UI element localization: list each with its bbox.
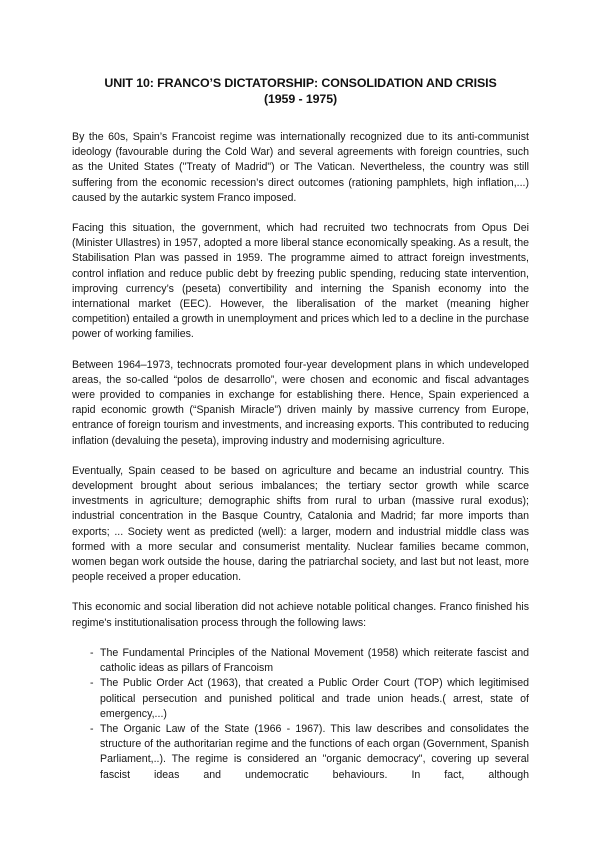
- list-item-law: [72, 676, 529, 722]
- law-text: The Fundamental Principles of the National Movement (1958) which reiterate fascist and catholic ideas as pillars of Francoism: [100, 646, 529, 675]
- paragraph-international-recognition: By the 60s, Spain’s Francoist regime was internationally recognized due to its anti-communist ideology (favourable during the Cold War) and several agreements with foreign countries, such as the United States ("Treaty of Madrid") or The Vatican. Nevertheless, the country was still suffering from the economic recession’s direct outcomes (rationing pamphlets, high inflation,...) caused by the autarkic system Franco imposed.: [72, 131, 529, 204]
- document-page: [72, 75, 529, 783]
- document-title: [72, 75, 529, 107]
- paragraph-stabilisation-plan: Facing this situation, the government, which had recruited two technocrats from Opus Dei (Minister Ullastres) in 1957, adopted a more liberal stance economically speaking. As a result, the Stabilisation Plan was passed in 1959. The programme aimed to attract foreign investments, control inflation and reduce public debt by freezing public spending, reducing state intervention, improving currency’s (peseta) convertibility and interning the Spanish economy into the international market (EEC). However, the liberalisation of the market (meaning higher competition) entailed a growth in unemployment and prices which led to a decline in the purchase power of working families.: [72, 222, 529, 341]
- laws-list: [72, 646, 529, 783]
- paragraph-industrialisation: Eventually, Spain ceased to be based on agriculture and became an industrial country. This development brought about serious imbalances; the tertiary sector growth while scarce investments in agriculture; demographic shifts from rural to urban (massive rural exodus); industrial concentration in the Basque Country, Catalonia and Madrid; far more imports than exports; ... Society went as predicted (well): a larger, modern and industrial middle class was formed with a more secular and consumerist mentality. Nuclear families became common, women began work outside the house, daring the patriarchal society, and last but not least, more people received a proper education.: [72, 464, 529, 584]
- paragraph-development-plans: Between 1964–1973, technocrats promoted four-year development plans in which undeveloped areas, the so-called “polos de desarrollo”, were chosen and economic and fiscal advantages were provided to companies in exchange for establishing there. Hence, Spain experienced a rapid economic growth (“Spanish Miracle”) driven mainly by massive currency from Europe, entrance of foreign tourism and investments, and increasing exports. This contributed to reducing inflation (devaluing the peseta), improving industry and modernising agriculture.: [72, 358, 529, 447]
- law-text: The Public Order Act (1963), that created a Public Order Court (TOP) which legitimised political persecution and punished political and trade union heads.( arrest, state of emergency,...): [100, 677, 529, 720]
- list-item-law: [72, 646, 529, 676]
- dash-bullet-icon: -: [90, 646, 94, 659]
- dash-bullet-icon: -: [90, 722, 94, 735]
- law-text: The Organic Law of the State (1966 - 1967). This law describes and consolidates the structure of the authoritarian regime and the functions of each organ (Government, Spanish Parliament,..). The regime is considered an "organic democracy", covering up several fascist ideas and undemocratic behaviours. In fact, although: [100, 722, 529, 781]
- dash-bullet-icon: -: [90, 677, 94, 690]
- title-line-main: UNIT 10: FRANCO’S DICTATORSHIP: CONSOLIDATION AND CRISIS: [104, 76, 497, 90]
- paragraph-political-laws-intro: This economic and social liberation did not achieve notable political changes. Franco finished his regime's institutionalisation process through the following laws:: [72, 601, 529, 629]
- title-line-dates: (1959 - 1975): [263, 92, 338, 106]
- list-item-law: [72, 722, 529, 783]
